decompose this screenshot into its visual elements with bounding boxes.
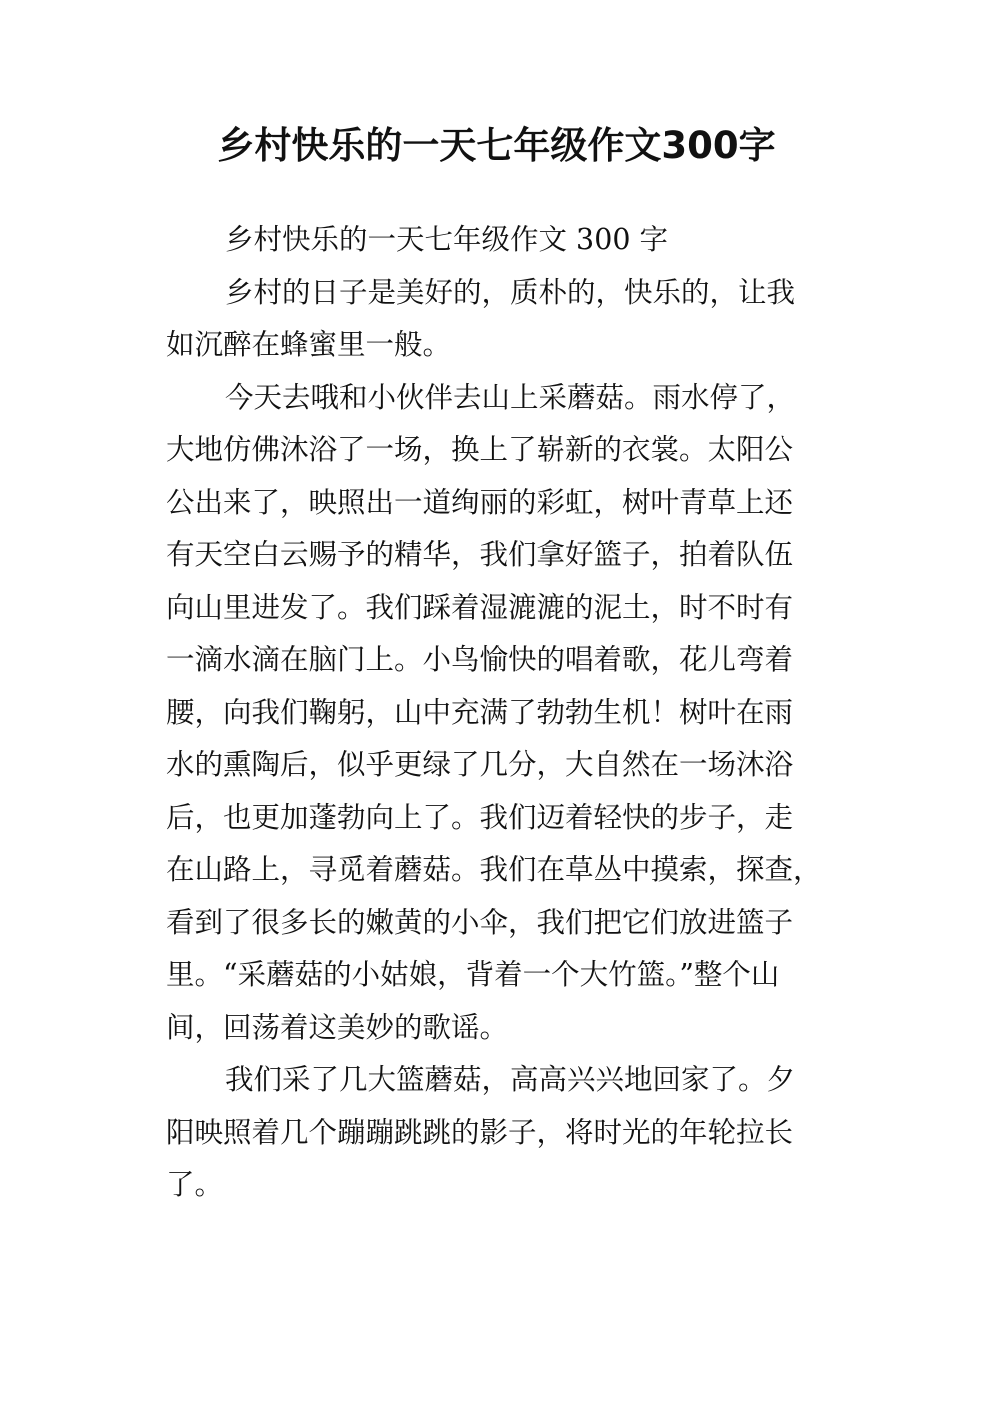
essay-line: 乡村的日子是美好的，质朴的，快乐的，让我 <box>225 275 796 309</box>
essay-line: 我们采了几大篮蘑菇，高高兴兴地回家了。夕 <box>225 1063 796 1096</box>
essay-line: 一滴水滴在脑门上。小鸟愉快的唱着歌，花儿弯着 <box>166 643 794 676</box>
essay-line: 如沉醉在蜂蜜里一般。 <box>166 328 452 361</box>
essay-line: 看到了很多长的嫩黄的小伞，我们把它们放进篮子 <box>166 905 794 939</box>
essay-line: 有天空白云赐予的精华，我们拿好篮子，拍着队伍 <box>166 538 794 571</box>
essay-line: 向山里进发了。我们踩着湿漉漉的泥土，时不时有 <box>166 590 794 624</box>
essay-line: 了。 <box>166 1168 224 1201</box>
essay-line: 乡村快乐的一天七年级作文 300 字 <box>225 223 669 256</box>
essay-line: 公出来了，映照出一道绚丽的彩虹，树叶青草上还 <box>166 485 794 519</box>
essay-line: 后，也更加蓬勃向上了。我们迈着轻快的步子，走 <box>166 800 794 834</box>
essay-line: 大地仿佛沐浴了一场，换上了崭新的衣裳。太阳公 <box>166 433 794 466</box>
essay-line: 在山路上，寻觅着蘑菇。我们在草丛中摸索，探查， <box>166 853 822 886</box>
essay-line: 里。“采蘑菇的小姑娘，背着一个大竹篮。”整个山 <box>166 958 780 991</box>
essay-line: 水的熏陶后，似乎更绿了几分，大自然在一场沐浴 <box>166 748 794 781</box>
essay-line: 间，回荡着这美妙的歌谣。 <box>166 1010 509 1044</box>
essay-line: 腰，向我们鞠躬，山中充满了勃勃生机！树叶在雨 <box>166 695 794 729</box>
essay-body <box>166 214 828 1212</box>
essay-line: 今天去哦和小伙伴去山上采蘑菇。雨水停了， <box>225 380 796 414</box>
essay-line: 阳映照着几个蹦蹦跳跳的影子，将时光的年轮拉长 <box>166 1115 794 1149</box>
document-title: 乡村快乐的一天七年级作文300字 <box>217 124 776 167</box>
